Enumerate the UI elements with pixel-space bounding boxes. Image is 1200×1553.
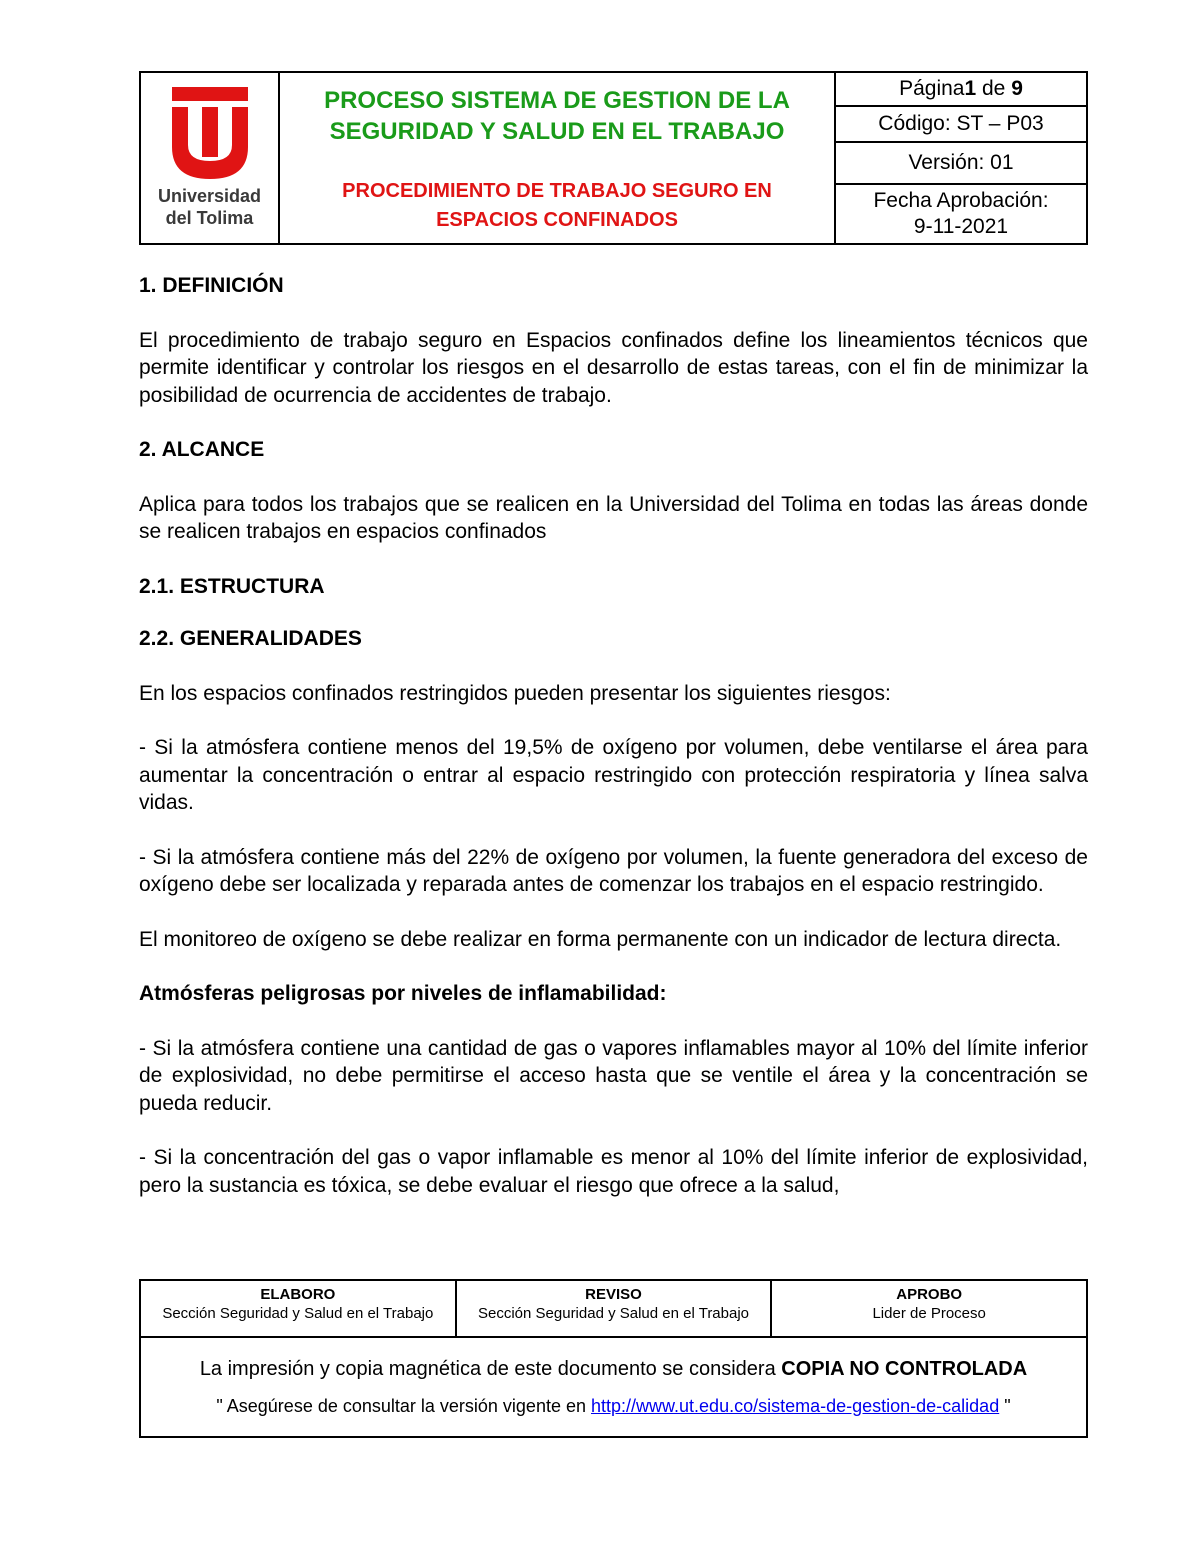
risk-low-oxygen: - Si la atmósfera contiene menos del 19,5% de oxígeno por volumen, debe ventilarse el área para aumentar la concentración o entrar al espacio restringido con protección respiratoria y línea salva vidas.	[139, 736, 1088, 814]
note-bold: COPIA NO CONTROLADA	[781, 1358, 1028, 1380]
logo-text	[158, 185, 261, 229]
approval-date	[836, 185, 1086, 243]
approval-label: Fecha Aprobación:	[873, 189, 1049, 212]
page-current: 1	[964, 77, 977, 100]
aprobo-cell	[772, 1281, 1086, 1336]
elaboro-value: Sección Seguridad y Salud en el Trabajo	[162, 1305, 434, 1322]
document-header	[139, 71, 1088, 245]
procedure-title-line-2: ESPACIOS CONFINADOS	[436, 209, 678, 231]
consult-version-note	[141, 1394, 1086, 1418]
section-scope-title: 2. ALCANCE	[139, 438, 265, 461]
document-version: Versión: 01	[836, 143, 1086, 185]
section-structure-title: 2.1. ESTRUCTURA	[139, 574, 325, 598]
procedure-title-line-1: PROCEDIMIENTO DE TRABAJO SEGURO EN	[342, 180, 772, 202]
section-general-title: 2.2. GENERALIDADES	[139, 627, 362, 650]
logo-cell	[141, 73, 280, 243]
logo-line-1: Universidad	[157, 186, 262, 206]
document-body	[139, 272, 1088, 1199]
page-total: 9	[1011, 77, 1023, 100]
reviso-label: REVISO	[585, 1286, 642, 1303]
risk-high-oxygen: - Si la atmósfera contiene más del 22% de oxígeno por volumen, la fuente generadora del exceso de oxígeno debe ser localizada y reparada antes de comenzar los trabajos en el espacio restringido.	[139, 845, 1088, 896]
process-title-line-2: SEGURIDAD Y SALUD EN EL TRABAJO	[329, 118, 785, 145]
elaboro-cell	[141, 1281, 457, 1336]
page-of: de	[976, 77, 1012, 100]
meta-cell	[836, 73, 1086, 243]
approval-value: 9-11-2021	[913, 215, 1009, 238]
aprobo-value: Lider de Proceso	[872, 1305, 986, 1322]
process-title	[280, 85, 834, 147]
university-logo-icon	[172, 87, 248, 179]
page-prefix: Página	[899, 77, 965, 100]
document-footer	[139, 1279, 1088, 1438]
section-definition-text: El procedimiento de trabajo seguro en Espacios confinados define los lineamientos técnicos que permite identificar y controlar los riesgos en el desarrollo de estas tareas, con el fin de minimizar la posibilidad de ocurrencia de accidentes de trabajo.	[139, 328, 1088, 407]
process-title-line-1: PROCESO SISTEMA DE GESTION DE LA	[324, 87, 790, 114]
logo-line-2: del Tolima	[165, 208, 254, 228]
section-scope-text: Aplica para todos los trabajos que se realicen en la Universidad del Tolima en todas las áreas donde se realicen trabajos en espacios confinados	[139, 492, 1088, 543]
consult-suffix: "	[999, 1396, 1011, 1416]
procedure-title	[280, 177, 834, 235]
page-number	[836, 73, 1086, 107]
uncontrolled-copy-note	[141, 1356, 1086, 1382]
reviso-value: Sección Seguridad y Salud en el Trabajo	[478, 1305, 750, 1322]
flammability-toxic: - Si la concentración del gas o vapor inflamable es menor al 10% del límite inferior de explosividad, pero la sustancia es tóxica, se debe evaluar el riesgo que ofrece a la salud,	[139, 1146, 1088, 1197]
aprobo-label: APROBO	[896, 1286, 963, 1303]
risks-intro: En los espacios confinados restringidos pueden presentar los siguientes riesgos:	[139, 681, 891, 705]
copy-notice	[141, 1338, 1086, 1418]
signature-row	[141, 1281, 1086, 1338]
consult-prefix: " Asegúrese de consultar la versión vigente en	[216, 1396, 591, 1416]
reviso-cell	[457, 1281, 773, 1336]
oxygen-monitoring: El monitoreo de oxígeno se debe realizar en forma permanente con un indicador de lectura directa.	[139, 927, 1062, 951]
section-definition-title: 1. DEFINICIÓN	[139, 274, 284, 297]
flammability-title: Atmósferas peligrosas por niveles de inflamabilidad:	[139, 982, 667, 1005]
quality-system-link[interactable]: http://www.ut.edu.co/sistema-de-gestion-de-calidad	[591, 1396, 1000, 1416]
flammability-high: - Si la atmósfera contiene una cantidad de gas o vapores inflamables mayor al 10% del límite inferior de explosividad, no debe permitirse el acceso hasta que se ventile el área y la concentración se pueda reducir.	[139, 1036, 1088, 1115]
title-cell	[280, 73, 836, 243]
document-code: Código: ST – P03	[836, 107, 1086, 143]
elaboro-label: ELABORO	[260, 1286, 336, 1303]
note-prefix: La impresión y copia magnética de este documento se considera	[199, 1358, 782, 1380]
